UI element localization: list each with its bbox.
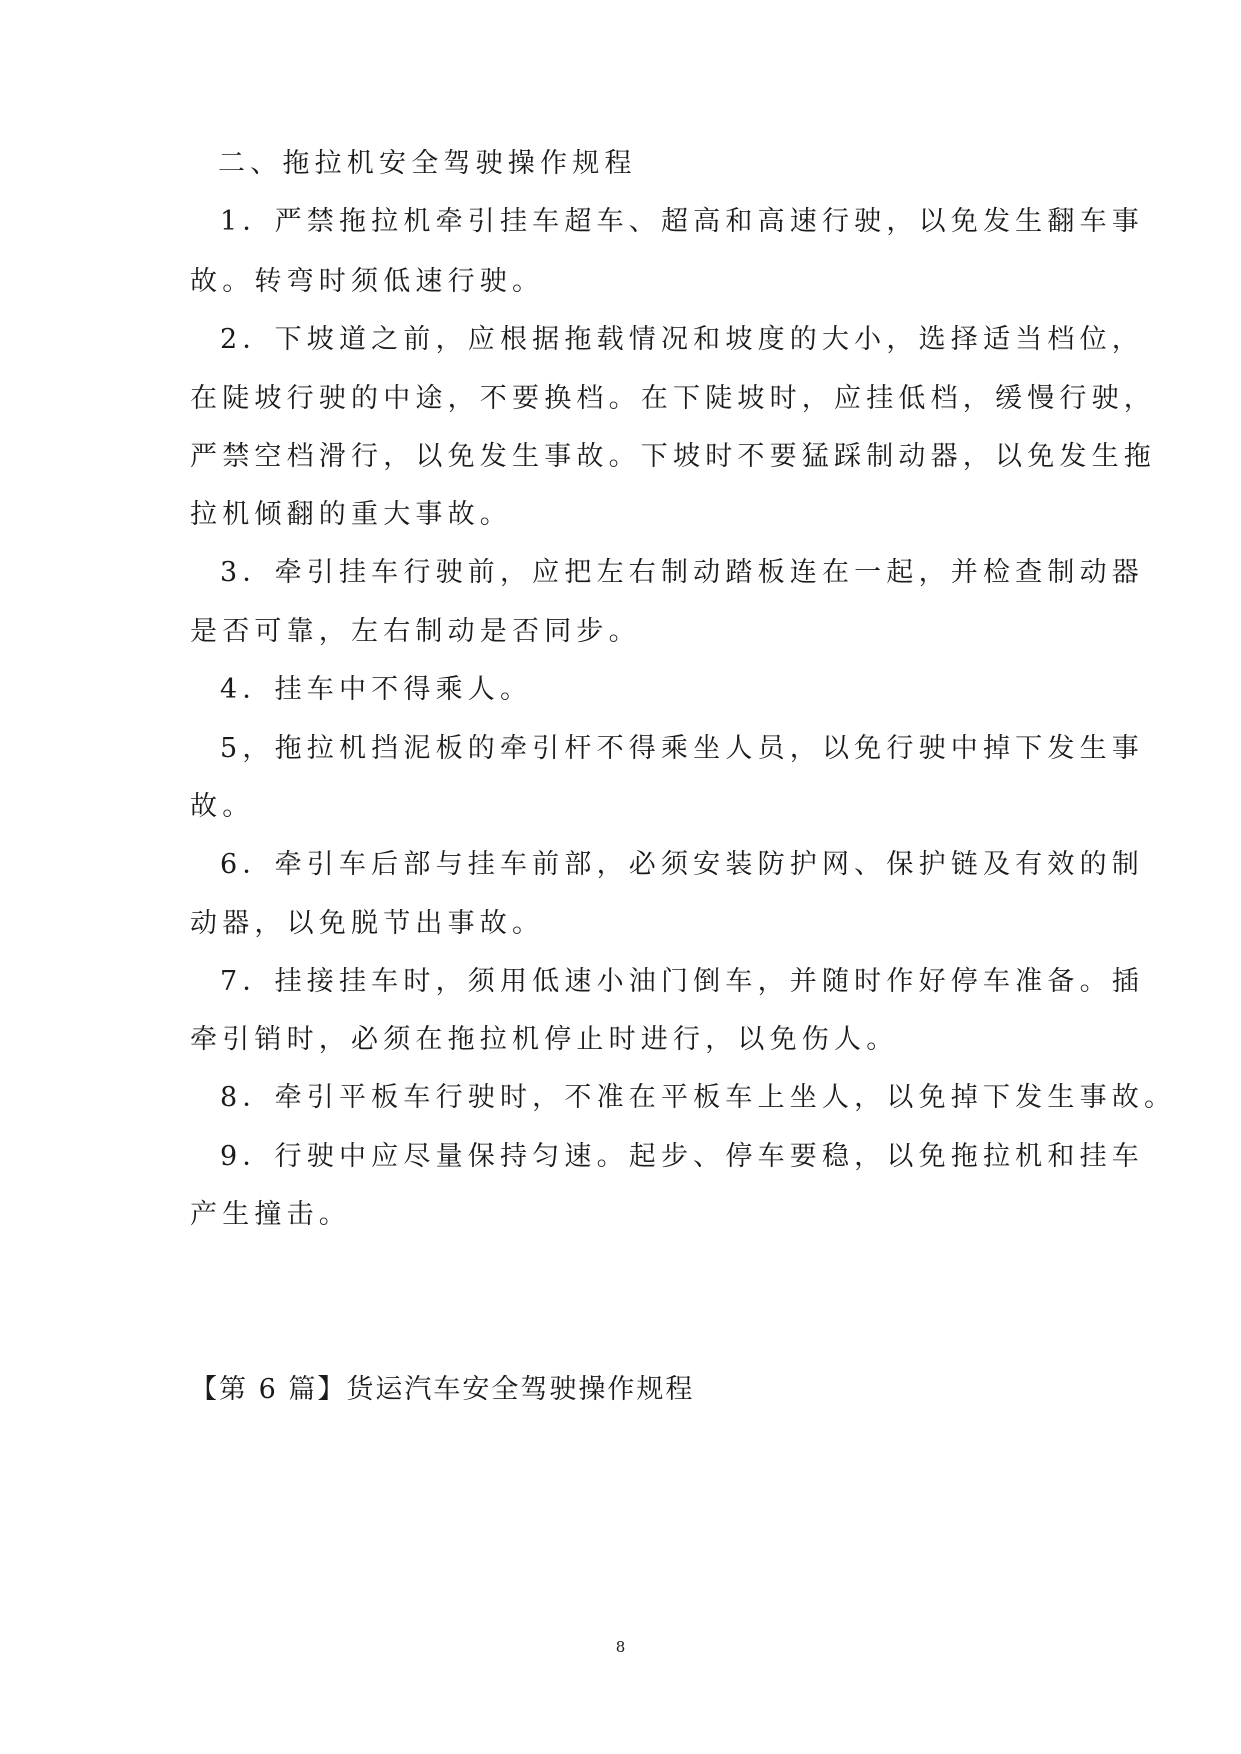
paragraph-line: 2．下坡道之前，应根据拖载情况和坡度的大小，选择适当档位， — [220, 324, 1144, 355]
paragraph-line: 1．严禁拖拉机牵引挂车超车、超高和高速行驶，以免发生翻车事 — [220, 206, 1144, 237]
paragraph-line: 3．牵引挂车行驶前，应把左右制动踏板连在一起，并检查制动器 — [220, 557, 1144, 588]
article-title: 【第 6 篇】货运汽车安全驾驶操作规程 — [190, 1374, 695, 1405]
paragraph-line: 在陡坡行驶的中途，不要换档。在下陡坡时，应挂低档，缓慢行驶， — [190, 383, 1156, 414]
paragraph-line: 5，拖拉机挡泥板的牵引杆不得乘坐人员，以免行驶中掉下发生事 — [220, 733, 1144, 764]
paragraph-line: 4．挂车中不得乘人。 — [220, 674, 533, 705]
paragraph-line: 产生撞击。 — [190, 1199, 351, 1230]
paragraph-line: 动器，以免脱节出事故。 — [190, 908, 545, 939]
paragraph-line: 9．行驶中应尽量保持匀速。起步、停车要稳，以免拖拉机和挂车 — [220, 1141, 1144, 1172]
paragraph-line: 严禁空档滑行，以免发生事故。下坡时不要猛踩制动器，以免发生拖 — [190, 441, 1156, 472]
paragraph-line: 6．牵引车后部与挂车前部，必须安装防护网、保护链及有效的制 — [220, 849, 1144, 880]
paragraph-line: 7．挂接挂车时，须用低速小油门倒车，并随时作好停车准备。插 — [220, 966, 1144, 997]
paragraph-line: 8．牵引平板车行驶时，不准在平板车上坐人，以免掉下发生事故。 — [220, 1082, 1177, 1113]
paragraph-line: 拉机倾翻的重大事故。 — [190, 499, 512, 530]
paragraph-line: 故。 — [190, 791, 255, 822]
page-number: 8 — [615, 1638, 626, 1656]
paragraph-line: 是否可靠，左右制动是否同步。 — [190, 616, 641, 647]
paragraph-line: 故。转弯时须低速行驶。 — [190, 266, 545, 297]
section-heading: 二、拖拉机安全驾驶操作规程 — [218, 148, 637, 179]
paragraph-line: 牵引销时，必须在拖拉机停止时进行，以免伤人。 — [190, 1024, 899, 1055]
